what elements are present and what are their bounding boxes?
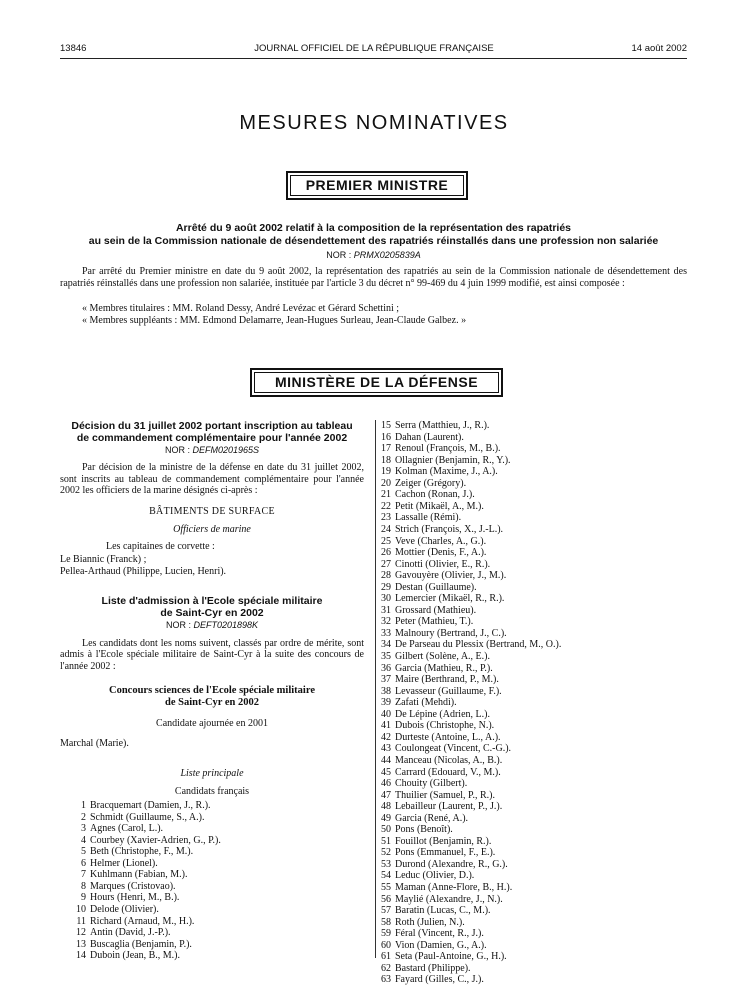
batiments-heading: BÂTIMENTS DE SURFACE (149, 505, 275, 517)
candidate-row (377, 501, 484, 513)
candidate-name: Kuhlmann (Fabian, M.). (90, 869, 188, 881)
candidate-name: Pons (Emmanuel, F., E.). (395, 847, 496, 859)
candidate-row (377, 697, 457, 709)
candidate-rank: 6 (81, 857, 86, 869)
candidate-rank: 45 (381, 766, 391, 778)
candidate-rank: 63 (381, 974, 391, 986)
candidate-row (377, 755, 502, 767)
candidate-row (377, 443, 501, 455)
candidate-rank: 16 (381, 431, 391, 443)
candidate-row (377, 813, 468, 825)
candidate-row (377, 940, 487, 952)
candidate-name: Schmidt (Guillaume, S., A.). (90, 811, 205, 823)
candidate-name: Maire (Berthrand, P., M.). (395, 674, 499, 686)
candidate-row (377, 859, 508, 871)
candidate-name: Leduc (Olivier, D.). (395, 870, 475, 882)
candidate-rank: 36 (381, 662, 391, 674)
ministere-defense-box (250, 368, 503, 397)
candidate-rank: 29 (381, 581, 391, 593)
candidate-rank: 28 (381, 570, 391, 582)
candidate-name: Carrard (Edouard, V., M.). (395, 766, 501, 778)
candidate-row (377, 489, 475, 501)
candidate-row (377, 709, 490, 721)
candidate-rank: 31 (381, 604, 391, 616)
arrete-line-2: au sein de la Commission nationale de désendettement des rapatriés réinstallés dans une profession non salariée (88, 235, 659, 247)
candidate-rank: 24 (381, 523, 391, 535)
candidate-rank: 19 (381, 466, 391, 478)
candidate-rank: 30 (381, 593, 391, 605)
candidate-row (377, 882, 512, 894)
candidate-name: Buscaglia (Benjamin, P.). (90, 938, 192, 950)
candidate-row (377, 432, 464, 444)
candidate-name: Agnes (Carol, L.). (90, 823, 164, 835)
candidate-name: Antin (David, J.-P.). (90, 927, 171, 939)
candidate-name: Helmer (Lionel). (90, 857, 158, 869)
candidate-name: Féral (Vincent, R., J.). (395, 928, 484, 940)
candidate-row (377, 870, 474, 882)
candidate-rank: 60 (381, 939, 391, 951)
candidate-name: Chouity (Gilbert). (395, 778, 468, 790)
candidate-row (377, 801, 502, 813)
capitaines-label: Les capitaines de corvette : (106, 540, 215, 552)
candidate-row (377, 686, 502, 698)
candidate-row (72, 916, 194, 928)
candidate-row (377, 917, 465, 929)
candidate-rank: 20 (381, 477, 391, 489)
candidate-row (377, 790, 495, 802)
candidate-name: Kolman (Maxime, J., A.). (395, 466, 498, 478)
candidate-name: Dahan (Laurent). (395, 431, 464, 443)
candidate-rank: 57 (381, 905, 391, 917)
candidate-row (72, 892, 179, 904)
candidate-rank: 2 (81, 811, 86, 823)
candidate-rank: 32 (381, 616, 391, 628)
arrete-paragraph: Par arrêté du Premier ministre en date du 9 août 2002, la représentation des rapatriés au sein de la Commission nationale de désendettement des rapatriés réinstallés dans une profession non salariée, instituée par l'article 3 du décret n° 99-469 du 4 juin 1999 modifié, est ainsi composée : (60, 266, 687, 289)
candidate-rank: 52 (381, 847, 391, 859)
candidate-rank: 44 (381, 754, 391, 766)
candidate-row (72, 800, 211, 812)
candidate-rank: 4 (81, 834, 86, 846)
candidate-row (377, 732, 501, 744)
nor-value: DEFT0201898K (193, 619, 259, 630)
candidate-name: Durond (Alexandre, R., G.). (395, 858, 508, 870)
candidate-rank: 51 (381, 835, 391, 847)
candidate-row (72, 869, 188, 881)
candidate-name: Roth (Julien, N.). (395, 916, 465, 928)
candidate-row (72, 904, 159, 916)
candidate-row (72, 950, 180, 962)
candidate-name: Lemercier (Mikaël, R., R.). (395, 593, 505, 605)
candidate-name: Courbey (Xavier-Adrien, G., P.). (90, 834, 221, 846)
concours-heading-2: de Saint-Cyr en 2002 (164, 697, 260, 708)
candidate-row (377, 928, 484, 940)
candidate-name: Serra (Matthieu, J., R.). (395, 420, 490, 431)
candidate-row (377, 593, 504, 605)
candidate-rank: 43 (381, 743, 391, 755)
candidate-row (377, 824, 453, 836)
header-rule (60, 58, 687, 59)
column-divider (375, 420, 376, 958)
candidate-rank: 38 (381, 685, 391, 697)
candidate-row (72, 823, 163, 835)
candidate-row (377, 778, 467, 790)
candidate-name: Richard (Arnaud, M., H.). (90, 915, 195, 927)
nor-value: PRMX0205839A (353, 250, 421, 260)
liste-heading-1: Liste d'admission à l'Ecole spéciale militaire (101, 594, 323, 607)
candidate-name: Cachon (Ronan, J.). (395, 489, 475, 501)
candidate-rank: 54 (381, 870, 391, 882)
candidate-rank: 47 (381, 789, 391, 801)
candidate-row (377, 951, 507, 963)
candidate-name: Pons (Benoît). (395, 824, 453, 836)
candidate-row (72, 858, 158, 870)
candidate-rank: 42 (381, 731, 391, 743)
candidate-rank: 13 (76, 938, 86, 950)
candidate-rank: 50 (381, 824, 391, 836)
candidate-rank: 46 (381, 778, 391, 790)
candidate-rank: 62 (381, 962, 391, 974)
candidate-row (377, 628, 507, 640)
candidate-rank: 1 (81, 800, 86, 811)
candidate-rank: 40 (381, 708, 391, 720)
candidate-name: Gilbert (Solène, A., E.). (395, 651, 490, 662)
candidate-rank: 21 (381, 489, 391, 501)
candidate-row (377, 894, 503, 906)
decision-paragraph: Par décision de la ministre de la défense en date du 31 juillet 2002, sont inscrits au tableau de commandement complémentaire pour l'année 2002 les officiers de la marine désignés ci-après : (60, 462, 364, 496)
candidate-rank: 33 (381, 627, 391, 639)
candidate-rank: 61 (381, 951, 391, 963)
candidate-row (72, 927, 171, 939)
candidats-francais-heading: Candidats français (174, 786, 250, 797)
candidate-name: Thuilier (Samuel, P., R.). (395, 789, 495, 801)
candidate-row (377, 767, 501, 779)
decision-section (60, 420, 364, 798)
candidate-name: Manceau (Nicolas, A., B.). (395, 754, 503, 766)
candidate-row (377, 536, 486, 548)
candidate-rank: 35 (381, 651, 391, 662)
membres-suppleants: « Membres suppléants : MM. Edmond Delamarre, Jean-Hugues Surleau, Jean-Claude Galbez. » (82, 315, 467, 326)
nor-label: NOR : (326, 250, 352, 260)
candidate-name: Grossard (Mathieu). (395, 604, 477, 616)
candidate-name: Baratin (Lucas, C., M.). (395, 905, 491, 917)
candidate-rank: 34 (381, 639, 391, 651)
candidate-row (377, 524, 503, 536)
candidate-name: Fayard (Gilles, C., J.). (395, 974, 484, 986)
candidate-rank: 41 (381, 720, 391, 732)
candidate-row (377, 547, 486, 559)
candidate-name: Maman (Anne-Flore, B., H.). (395, 882, 513, 893)
candidate-row (377, 974, 484, 986)
candidate-name: Hours (Henri, M., B.). (90, 892, 180, 904)
candidate-row (72, 881, 176, 893)
candidate-name: Destan (Guillaume). (395, 581, 477, 593)
arrete-nor (60, 249, 687, 262)
liste-heading-2: de Saint-Cyr en 2002 (160, 606, 264, 619)
concours-heading-1: Concours sciences de l'Ecole spéciale militaire (109, 685, 315, 696)
candidate-rank: 26 (381, 547, 391, 559)
candidate-rank: 22 (381, 500, 391, 512)
capitaine-1: Le Biannic (Franck) ; (60, 553, 147, 565)
candidate-name: Bastard (Philippe). (395, 962, 471, 974)
candidate-row (377, 720, 494, 732)
candidate-name: Strich (François, X., J.-L.). (395, 523, 504, 535)
candidate-rank: 18 (381, 454, 391, 466)
candidate-name: Lebailleur (Laurent, P., J.). (395, 801, 503, 813)
candidate-rank: 14 (76, 950, 86, 962)
candidate-row (377, 651, 490, 663)
candidate-name: Ollagnier (Benjamin, R., Y.). (395, 454, 511, 466)
candidate-rank: 12 (76, 927, 86, 939)
candidate-name: Seta (Paul-Antoine, G., H.). (395, 951, 507, 963)
candidate-row (72, 812, 204, 824)
page-title: MESURES NOMINATIVES (239, 112, 509, 134)
candidate-name: Veve (Charles, A., G.). (395, 535, 487, 547)
candidate-name: De Lépine (Adrien, L.). (395, 708, 490, 720)
candidate-name: Renoul (François, M., B.). (395, 443, 501, 455)
candidate-rank: 5 (81, 846, 86, 858)
candidate-name: Vion (Damien, G., A.). (395, 939, 487, 951)
candidate-row (377, 582, 477, 594)
candidate-name: Zafati (Mehdi). (395, 697, 457, 709)
arrete-heading (60, 222, 687, 262)
candidate-rank: 9 (81, 892, 86, 904)
candidate-row (377, 674, 499, 686)
capitaine-2: Pellea-Arthaud (Philippe, Lucien, Henri). (60, 565, 227, 577)
candidate-name: Maylié (Alexandre, J., N.). (395, 893, 503, 905)
decision-heading-1: Décision du 31 juillet 2002 portant inscription au tableau (71, 420, 353, 432)
candidate-name: Lassalle (Rémi). (395, 512, 462, 524)
candidate-name: Delode (Olivier). (90, 903, 159, 915)
candidate-ajournee-label: Candidate ajournée en 2001 (156, 718, 268, 729)
candidate-row (377, 570, 506, 582)
candidate-row (377, 559, 490, 571)
candidate-rank: 58 (381, 916, 391, 928)
candidate-row (72, 939, 192, 951)
candidate-rank: 49 (381, 812, 391, 824)
ministere-defense-label: MINISTÈRE DE LA DÉFENSE (254, 372, 499, 393)
candidate-row (377, 639, 561, 651)
candidate-name: Cinotti (Olivier, E., R.). (395, 558, 491, 570)
candidate-row (72, 846, 193, 858)
candidate-rank: 3 (81, 823, 86, 835)
page-number: 13846 (60, 43, 87, 54)
candidate-row (377, 616, 473, 628)
candidate-name: Garcia (Mathieu, R., P.). (395, 662, 493, 674)
candidate-name: Petit (Mikaël, A., M.). (395, 500, 484, 512)
liste-nor (60, 620, 364, 630)
candidate-rank: 55 (381, 882, 391, 893)
candidate-name: Beth (Christophe, F., M.). (90, 846, 194, 858)
candidate-name: Garcia (René, A.). (395, 812, 469, 824)
candidate-name: Zeiger (Grégory). (395, 477, 467, 489)
candidate-row (377, 743, 511, 755)
candidate-name: Peter (Mathieu, T.). (395, 616, 474, 628)
issue-date: 14 août 2002 (631, 43, 687, 54)
candidate-name: Durteste (Antoine, L., A.). (395, 731, 501, 743)
candidate-name: Bracquemart (Damien, J., R.). (90, 800, 211, 811)
candidate-name: Dubois (Christophe, N.). (395, 720, 495, 732)
liste-paragraph: Les candidats dont les noms suivent, classés par ordre de mérite, sont admis à l'Ecole spéciale militaire de Saint-Cyr à la suite des concours de l'année 2002 : (60, 637, 364, 672)
decision-heading-2: de commandement complémentaire pour l'année 2002 (76, 432, 348, 444)
candidate-row (377, 847, 495, 859)
decision-nor (60, 445, 364, 455)
candidate-row (377, 478, 466, 490)
nor-label: NOR : (165, 619, 191, 630)
candidate-rank: 37 (381, 674, 391, 686)
nor-value: DEFM0201965S (192, 445, 260, 455)
candidate-name: Malnoury (Bertrand, J., C.). (395, 627, 507, 639)
candidate-row (377, 905, 491, 917)
candidate-rank: 53 (381, 858, 391, 870)
candidate-rank: 10 (76, 903, 86, 915)
candidate-rank: 15 (381, 420, 391, 431)
candidate-name: Gavouyère (Olivier, J., M.). (395, 570, 507, 582)
premier-ministre-label: PREMIER MINISTRE (290, 175, 464, 196)
candidate-rank: 17 (381, 443, 391, 455)
candidate-row (377, 420, 489, 432)
candidate-name: Coulongeat (Vincent, C.-G.). (395, 743, 512, 755)
candidate-rank: 59 (381, 928, 391, 940)
candidate-name: Mottier (Denis, F., A.). (395, 547, 487, 559)
candidate-rank: 27 (381, 558, 391, 570)
candidate-rank: 11 (76, 915, 86, 927)
candidate-row (377, 455, 511, 467)
candidate-rank: 8 (81, 880, 86, 892)
candidate-rank: 39 (381, 697, 391, 709)
candidate-rank: 7 (81, 869, 86, 881)
liste-principale-heading: Liste principale (180, 768, 244, 779)
candidate-row (377, 605, 476, 617)
candidate-row (377, 836, 491, 848)
candidate-name: Duboin (Jean, B., M.). (90, 950, 180, 962)
candidate-rank: 25 (381, 535, 391, 547)
officiers-heading: Officiers de marine (173, 523, 251, 535)
candidate-row (72, 835, 221, 847)
candidate-name: Marques (Cristovao). (90, 880, 176, 892)
candidate-name: Levasseur (Guillaume, F.). (395, 685, 502, 697)
nor-label: NOR : (164, 445, 190, 455)
candidate-rank: 48 (381, 801, 391, 813)
candidate-name: Fouillot (Benjamin, R.). (395, 835, 492, 847)
candidate-row (377, 466, 498, 478)
arrete-line-1: Arrêté du 9 août 2002 relatif à la composition de la représentation des rapatriés (175, 222, 572, 234)
membres-titulaires: « Membres titulaires : MM. Roland Dessy, André Levézac et Gérard Schettini ; (82, 303, 400, 314)
candidate-rank: 23 (381, 512, 391, 524)
journal-title: JOURNAL OFFICIEL DE LA RÉPUBLIQUE FRANÇAISE (254, 43, 494, 54)
premier-ministre-box (286, 171, 468, 200)
candidate-row (377, 512, 461, 524)
candidate-row (377, 963, 471, 975)
candidate-name: De Parseau du Plessix (Bertrand, M., O.). (395, 639, 562, 651)
candidate-rank: 56 (381, 893, 391, 905)
candidate-row (377, 663, 493, 675)
marchal-entry: Marchal (Marie). (60, 738, 129, 749)
